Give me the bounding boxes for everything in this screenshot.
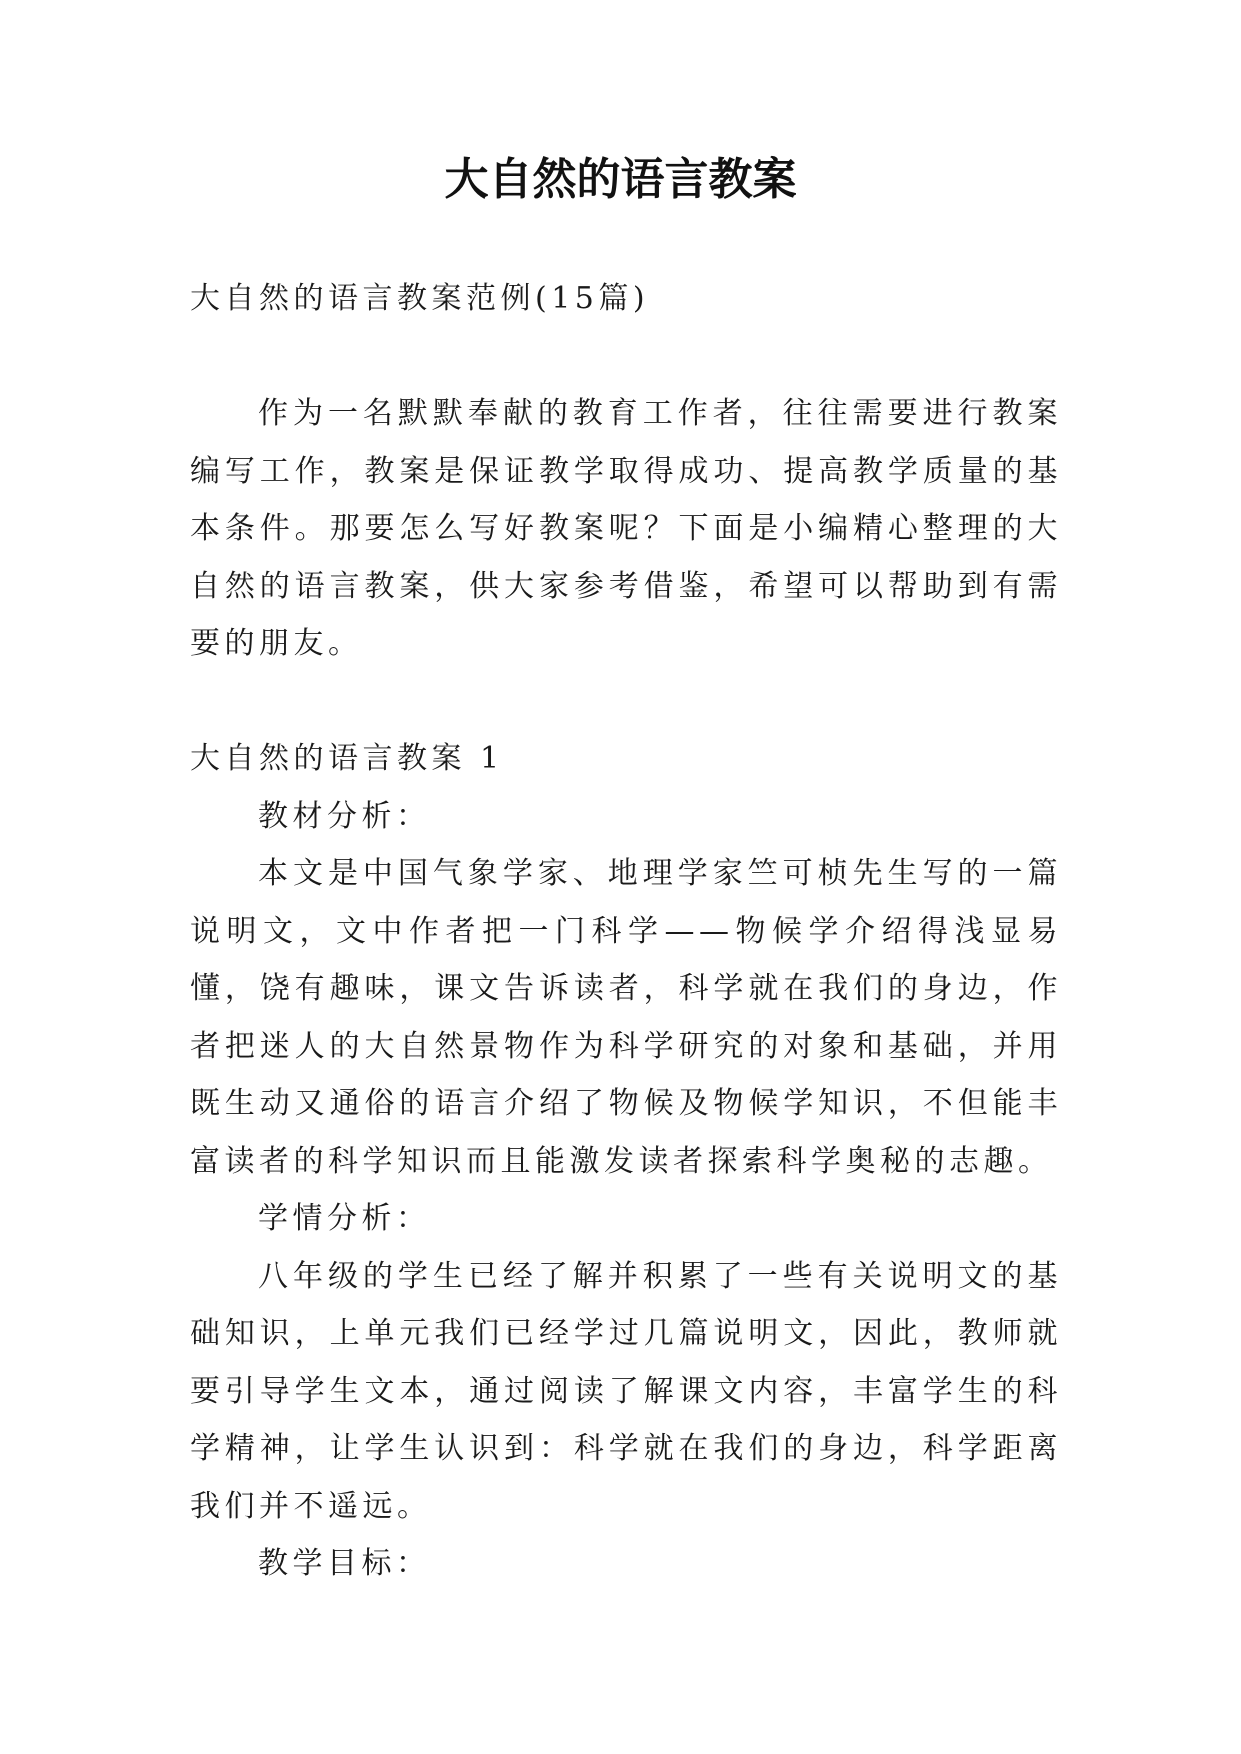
teaching-goals-label: 教学目标： [258, 1546, 431, 1581]
textbook-analysis-paragraph: 本文是中国气象学家、地理学家竺可桢先生写的一篇说明文，文中作者把一门科学——物候学介绍得浅显易懂，饶有趣味，课文告诉读者，科学就在我们的身边，作者把迷人的大自然景物作为科学研究的对象和基础，并用既生动又通俗的语言介绍了物候及物候学知识，不但能丰富读者的科学知识而且能激发读者探索科学奥秘的志趣。 [190, 856, 1062, 1179]
textbook-analysis-label: 教材分析： [258, 798, 431, 834]
document-body [190, 270, 1062, 1593]
section-heading: 大自然的语言教案 1 [190, 741, 504, 776]
student-analysis-paragraph: 八年级的学生已经了解并积累了一些有关说明文的基础知识，上单元我们已经学过几篇说明文，因此，教师就要引导学生文本，通过阅读了解课文内容，丰富学生的科学精神，让学生认识到：科学就在我们的身边，科学距离我们并不遥远。 [190, 1258, 1062, 1524]
document-subtitle: 大自然的语言教案范例(15篇) [190, 281, 650, 316]
intro-paragraph: 作为一名默默奉献的教育工作者，往往需要进行教案编写工作，教案是保证教学取得成功、提高教学质量的基本条件。那要怎么写好教案呢？下面是小编精心整理的大自然的语言教案，供大家参考借鉴，希望可以帮助到有需要的朋友。 [190, 396, 1062, 661]
document-title: 大自然的语言教案 [444, 154, 797, 205]
student-analysis-label: 学情分析： [258, 1201, 431, 1236]
